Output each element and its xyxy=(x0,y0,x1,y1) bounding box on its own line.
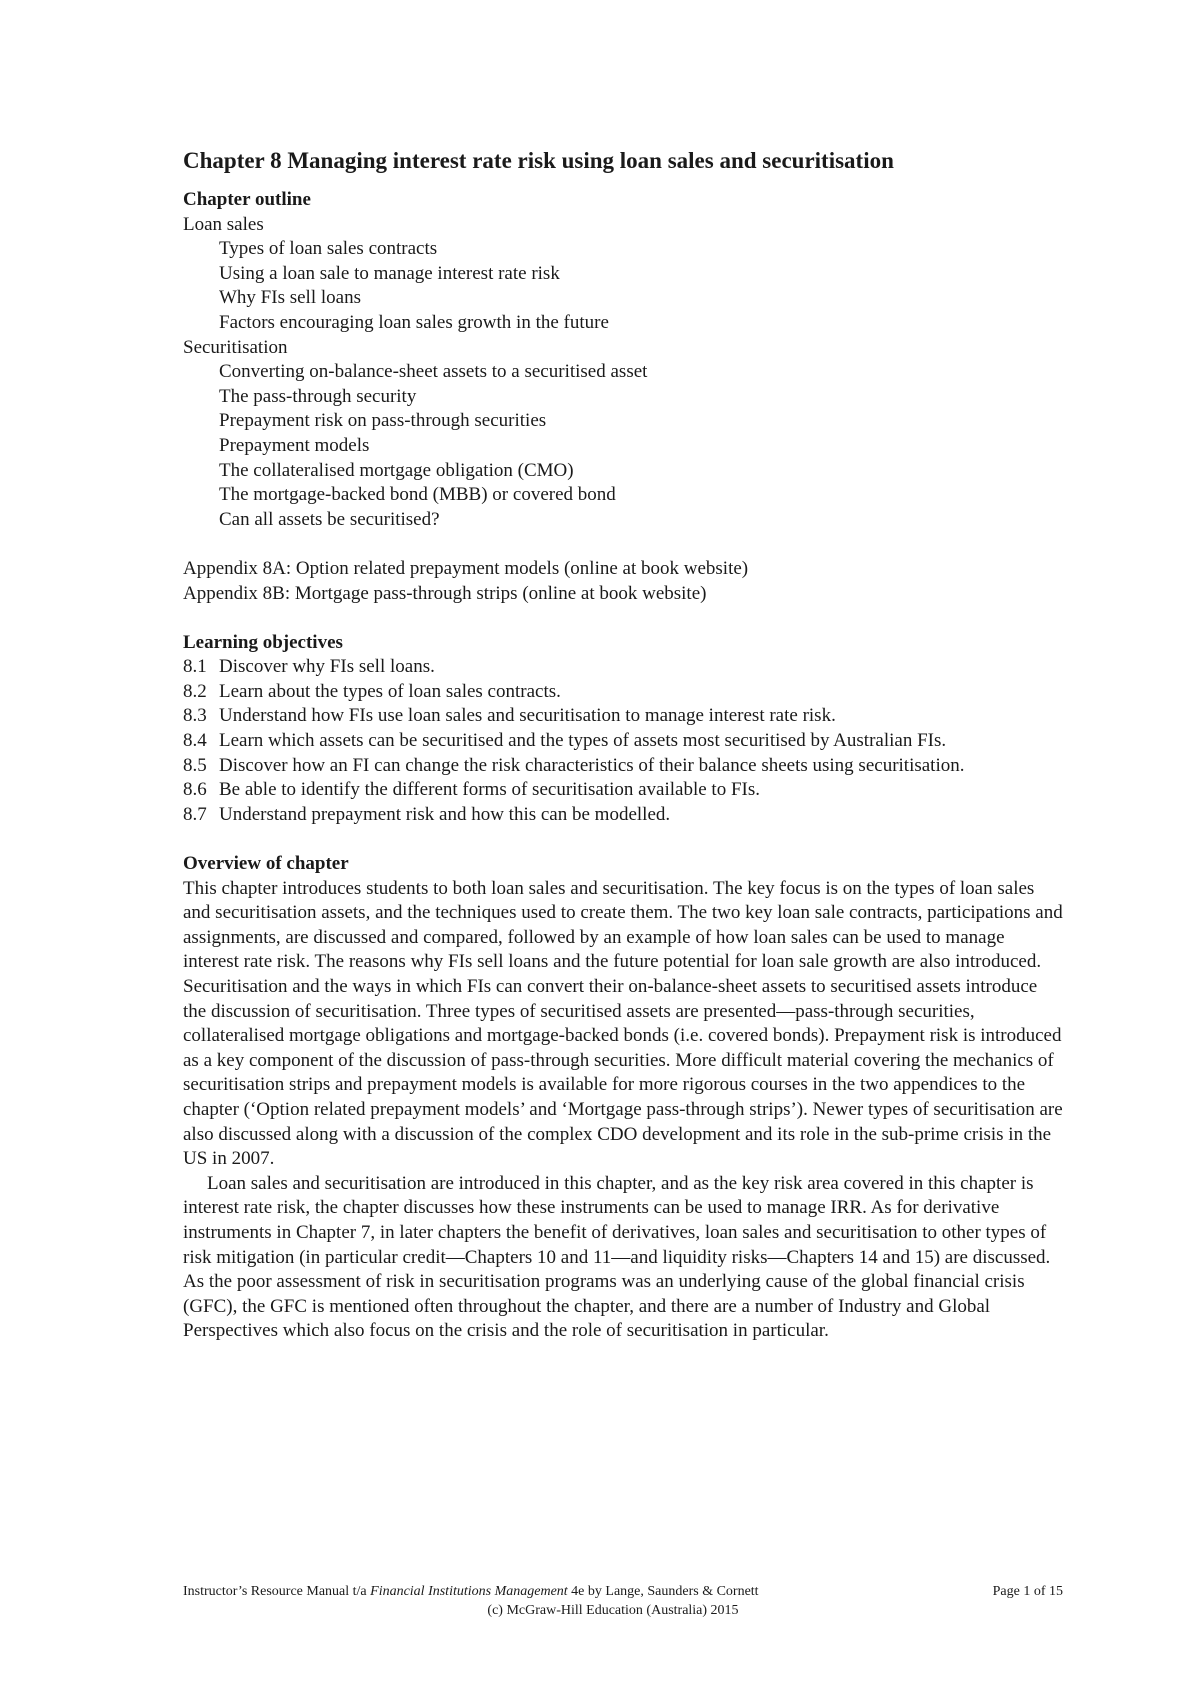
overview-paragraph: Securitisation and the ways in which FIs can convert their on-balance-sheet assets to securitised assets introduce the discussion of securitisation. Three types of securitised assets are presented—pass-through securities, collateralised mortgage obligations and mortgage-backed bonds (i.e. covered bonds). Prepayment risk is introduced as a key component of the discussion of pass-through securities. More difficult material covering the mechanics of securitisation strips and prepayment models is available for more rigorous courses in the two appendices to the chapter (‘Option related prepayment models’ and ‘Mortgage pass-through strips’). Newer types of securitisation are also discussed along with a discussion of the complex CDO development and its role in the sub-prime crisis in the US in 2007. xyxy=(183,976,1063,1170)
objective-text: Learn about the types of loan sales contracts. xyxy=(219,680,561,702)
appendix-line: Appendix 8B: Mortgage pass-through strips (online at book website) xyxy=(183,582,707,604)
overview-paragraph: This chapter introduces students to both loan sales and securitisation. The key focus is on the types of loan sales and securitisation assets, and the techniques used to create them. The two key loan sale contracts, participations and assignments, are discussed and compared, followed by an example of how loan sales can be used to manage interest rate risk. The reasons why FIs sell loans and the future potential for loan sale growth are also introduced. xyxy=(183,877,1063,973)
objective-number: 8.2 xyxy=(183,680,207,702)
footer-credit xyxy=(183,1582,759,1601)
objective-text: Discover how an FI can change the risk characteristics of their balance sheets using securitisation. xyxy=(219,754,965,776)
outline-item: Prepayment risk on pass-through securities xyxy=(219,410,547,432)
objective-number: 8.4 xyxy=(183,730,207,752)
objective-number: 8.7 xyxy=(183,803,207,825)
objective-text: Be able to identify the different forms of securitisation available to FIs. xyxy=(219,779,760,801)
appendix-line: Appendix 8A: Option related prepayment models (online at book website) xyxy=(183,557,749,579)
footer-copyright: (c) McGraw-Hill Education (Australia) 2015 xyxy=(487,1603,739,1618)
objective-text: Learn which assets can be securitised and the types of assets most securitised by Australian FIs. xyxy=(219,730,947,752)
outline-heading: Chapter outline xyxy=(183,189,311,210)
outline-item: Can all assets be securitised? xyxy=(219,508,440,530)
footer-credit-suffix: 4e by Lange, Saunders & Cornett xyxy=(567,1584,759,1599)
objective-number: 8.3 xyxy=(183,705,207,727)
footer-book-title: Financial Institutions Management xyxy=(370,1584,568,1599)
page-number: Page 1 of 15 xyxy=(992,1584,1063,1599)
objective-text: Understand how FIs use loan sales and securitisation to manage interest rate risk. xyxy=(219,705,836,727)
page-footer xyxy=(183,1582,1063,1620)
spacer xyxy=(183,606,1063,631)
outline-item: The collateralised mortgage obligation (CMO) xyxy=(219,459,574,481)
objective-item xyxy=(183,729,1063,754)
outline-item: The mortgage-backed bond (MBB) or covered bond xyxy=(219,484,616,506)
objective-number: 8.5 xyxy=(183,754,207,776)
objective-item xyxy=(183,754,1063,779)
objective-item xyxy=(183,704,1063,729)
spacer xyxy=(183,532,1063,557)
objective-text: Discover why FIs sell loans. xyxy=(219,656,435,678)
chapter-title: Chapter 8 Managing interest rate risk using loan sales and securitisation xyxy=(183,148,894,173)
overview-paragraph: Loan sales and securitisation are introduced in this chapter, and as the key risk area covered in this chapter is interest rate risk, the chapter discusses how these instruments can be used to manage IRR. As for derivative instruments in Chapter 7, in later chapters the benefit of derivatives, loan sales and securitisation to other types of risk mitigation (in particular credit—Chapters 10 and 11—and liquidity risks—Chapters 14 and 15) are discussed. As the poor assessment of risk in securitisation programs was an underlying cause of the global financial crisis (GFC), the GFC is mentioned often throughout the chapter, and there are a number of Industry and Global Perspectives which also focus on the crisis and the role of securitisation in particular. xyxy=(183,1172,1051,1342)
outline-item: Prepayment models xyxy=(219,434,370,456)
objective-item xyxy=(183,803,1063,828)
objective-number: 8.6 xyxy=(183,779,207,801)
page-content xyxy=(183,140,1063,1344)
objective-item xyxy=(183,655,1063,680)
spacer xyxy=(183,827,1063,852)
outline-item: Types of loan sales contracts xyxy=(219,238,438,260)
objectives-heading: Learning objectives xyxy=(183,631,343,653)
footer-credit-prefix: Instructor’s Resource Manual t/a xyxy=(183,1584,371,1599)
outline-item: Factors encouraging loan sales growth in the future xyxy=(219,311,609,333)
outline-item: Converting on-balance-sheet assets to a securitised asset xyxy=(219,361,648,383)
objective-text: Understand prepayment risk and how this can be modelled. xyxy=(219,803,671,825)
outline-item: The pass-through security xyxy=(219,385,417,407)
outline-item: Why FIs sell loans xyxy=(219,287,361,309)
outline-section-label: Securitisation xyxy=(183,336,288,358)
outline-item: Using a loan sale to manage interest rate risk xyxy=(219,262,560,284)
overview-heading: Overview of chapter xyxy=(183,853,349,875)
objective-item xyxy=(183,680,1063,705)
objective-item xyxy=(183,778,1063,803)
objective-number: 8.1 xyxy=(183,656,207,678)
footer-row xyxy=(183,1582,1063,1601)
outline-section-label: Loan sales xyxy=(183,213,264,235)
